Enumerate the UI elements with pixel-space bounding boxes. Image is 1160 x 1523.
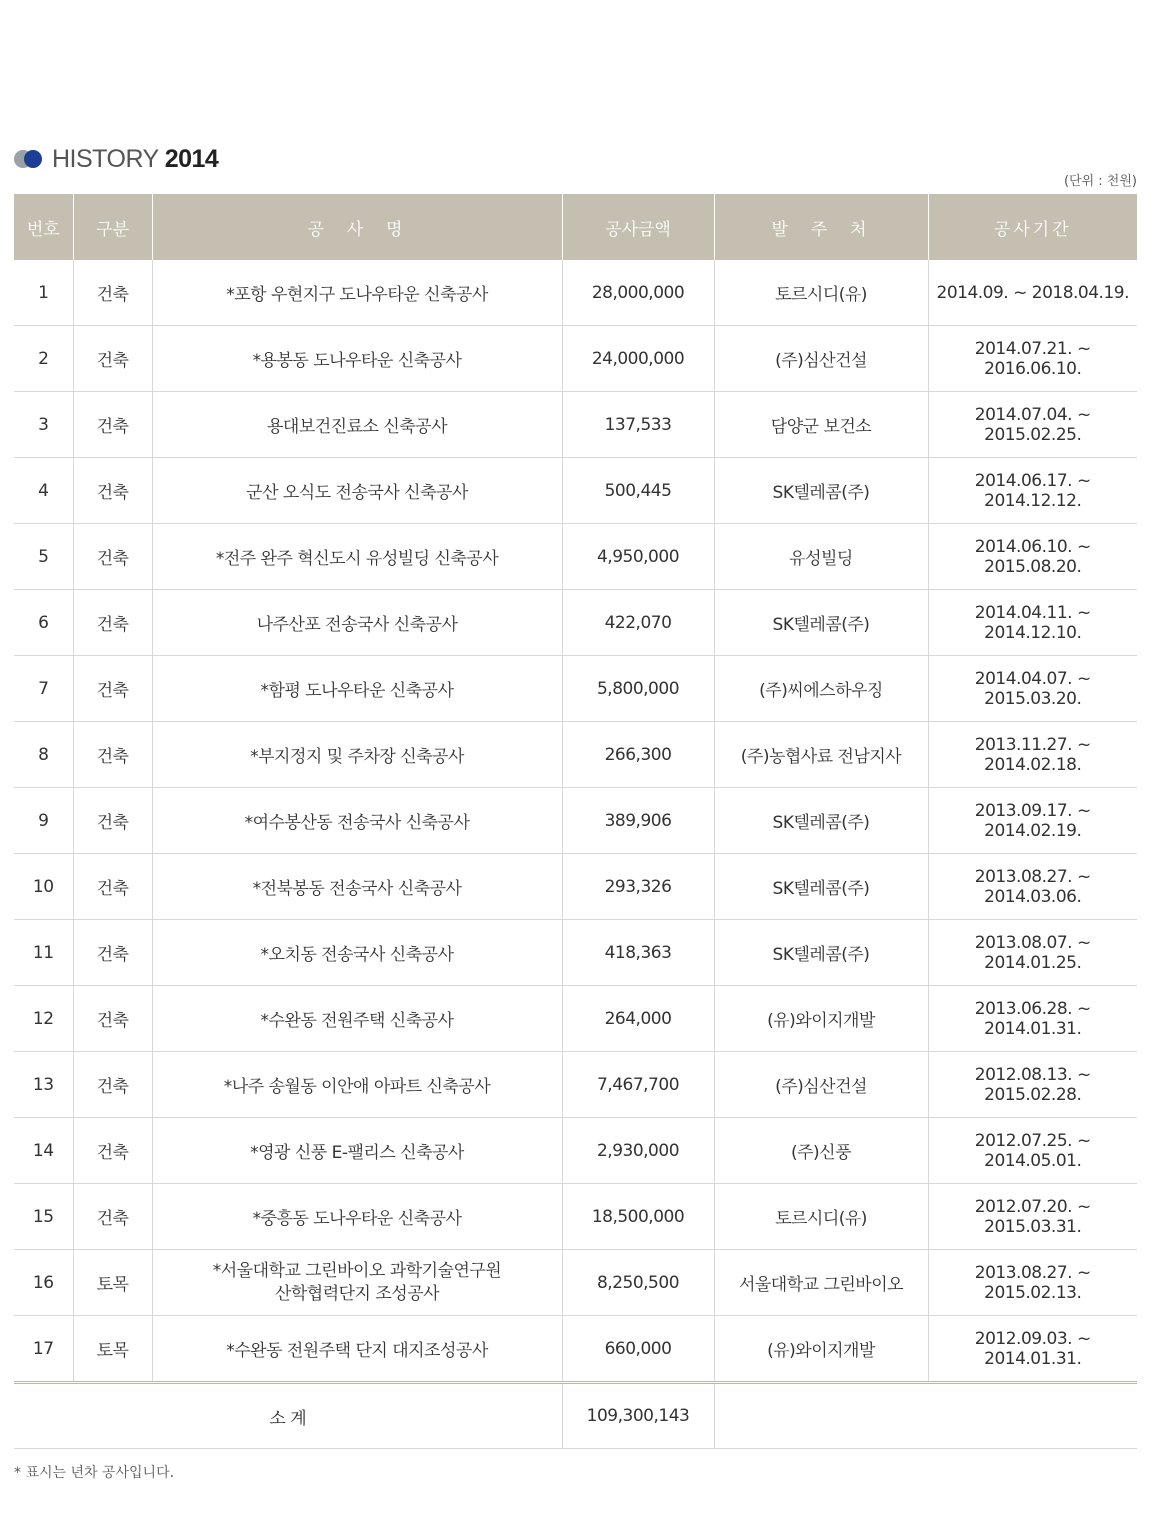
cell-amount: 264,000 [562,986,714,1052]
cell-period: 2014.04.11. ~ 2014.12.10. [928,590,1137,656]
table-row [14,986,1137,1052]
cell-period: 2014.07.21. ~ 2016.06.10. [928,326,1137,392]
cell-type: 건축 [73,590,152,656]
cell-no: 5 [14,524,73,590]
cell-type: 건축 [73,656,152,722]
col-header-no: 번호 [14,194,73,260]
cell-type: 건축 [73,722,152,788]
cell-type: 건축 [73,458,152,524]
col-header-name: 공 사 명 [152,194,562,260]
cell-no: 14 [14,1118,73,1184]
cell-period: 2013.09.17. ~ 2014.02.19. [928,788,1137,854]
cell-amount: 500,445 [562,458,714,524]
cell-type: 건축 [73,1052,152,1118]
cell-amount: 24,000,000 [562,326,714,392]
cell-period: 2013.11.27. ~ 2014.02.18. [928,722,1137,788]
cell-type: 건축 [73,326,152,392]
cell-amount: 266,300 [562,722,714,788]
cell-no: 8 [14,722,73,788]
cell-no: 4 [14,458,73,524]
col-header-period: 공사기간 [928,194,1137,260]
cell-name: 나주산포 전송국사 신축공사 [152,590,562,656]
subtotal-label: 소 계 [14,1383,562,1449]
unit-label: (단위 : 천원) [1063,174,1137,189]
cell-no: 17 [14,1316,73,1383]
cell-amount: 4,950,000 [562,524,714,590]
cell-no: 6 [14,590,73,656]
cell-type: 건축 [73,260,152,326]
table-row [14,854,1137,920]
table-row [14,722,1137,788]
cell-name: *오치동 전송국사 신축공사 [152,920,562,986]
cell-type: 건축 [73,920,152,986]
cell-client: (주)농협사료 전남지사 [714,722,928,788]
cell-name-line2: 산학협력단지 조성공사 [274,1283,440,1304]
cell-period: 2013.08.27. ~ 2014.03.06. [928,854,1137,920]
table-row [14,1118,1137,1184]
cell-name: 군산 오식도 전송국사 신축공사 [152,458,562,524]
table-row [14,1184,1137,1250]
cell-name: *부지정지 및 주차장 신축공사 [152,722,562,788]
cell-amount: 418,363 [562,920,714,986]
cell-name: *영광 신풍 E-팰리스 신축공사 [152,1118,562,1184]
cell-client: 서울대학교 그린바이오 [714,1250,928,1316]
cell-type: 건축 [73,986,152,1052]
cell-amount: 5,800,000 [562,656,714,722]
cell-type: 건축 [73,854,152,920]
subtotal-empty [714,1383,1137,1449]
cell-period: 2014.06.17. ~ 2014.12.12. [928,458,1137,524]
cell-period: 2012.09.03. ~ 2014.01.31. [928,1316,1137,1383]
table-row [14,260,1137,326]
cell-name: *전주 완주 혁신도시 유성빌딩 신축공사 [152,524,562,590]
cell-name: *용봉동 도나우타운 신축공사 [152,326,562,392]
cell-name: *포항 우현지구 도나우타운 신축공사 [152,260,562,326]
cell-name: *수완동 전원주택 신축공사 [152,986,562,1052]
cell-type: 건축 [73,524,152,590]
cell-client: SK텔레콤(주) [714,788,928,854]
cell-no: 2 [14,326,73,392]
cell-period: 2013.08.27. ~ 2015.02.13. [928,1250,1137,1316]
cell-client: (주)심산건설 [714,1052,928,1118]
table-row [14,1250,1137,1316]
cell-amount: 389,906 [562,788,714,854]
page-title [14,143,218,175]
cell-no: 7 [14,656,73,722]
cell-period: 2014.07.04. ~ 2015.02.25. [928,392,1137,458]
cell-amount: 8,250,500 [562,1250,714,1316]
col-header-amount: 공사금액 [562,194,714,260]
table-row [14,458,1137,524]
cell-name: *전북봉동 전송국사 신축공사 [152,854,562,920]
cell-no: 15 [14,1184,73,1250]
cell-no: 12 [14,986,73,1052]
title-label: HISTORY [52,144,159,173]
table-row [14,590,1137,656]
cell-no: 11 [14,920,73,986]
history-bullet-icon [14,150,44,168]
cell-amount: 293,326 [562,854,714,920]
subtotal-row [14,1383,1137,1449]
cell-type: 건축 [73,1118,152,1184]
col-header-client: 발 주 처 [714,194,928,260]
cell-client: SK텔레콤(주) [714,590,928,656]
cell-amount: 7,467,700 [562,1052,714,1118]
cell-no: 1 [14,260,73,326]
table-row [14,524,1137,590]
table-row [14,656,1137,722]
cell-client: 토르시디(유) [714,1184,928,1250]
table-row [14,1316,1137,1383]
cell-amount: 18,500,000 [562,1184,714,1250]
subtotal-amount: 109,300,143 [562,1383,714,1449]
cell-amount: 660,000 [562,1316,714,1383]
cell-period: 2012.07.20. ~ 2015.03.31. [928,1184,1137,1250]
table-row [14,920,1137,986]
cell-period: 2014.06.10. ~ 2015.08.20. [928,524,1137,590]
cell-name [152,1250,562,1316]
cell-name: *나주 송월동 이안애 아파트 신축공사 [152,1052,562,1118]
cell-period: 2014.04.07. ~ 2015.03.20. [928,656,1137,722]
cell-name: 용대보건진료소 신축공사 [152,392,562,458]
cell-period: 2012.08.13. ~ 2015.02.28. [928,1052,1137,1118]
cell-client: (주)신풍 [714,1118,928,1184]
cell-amount: 2,930,000 [562,1118,714,1184]
footnote: * 표시는 년차 공사입니다. [14,1465,175,1481]
col-header-type: 구분 [73,194,152,260]
cell-type: 건축 [73,1184,152,1250]
cell-period: 2012.07.25. ~ 2014.05.01. [928,1118,1137,1184]
cell-client: (주)씨에스하우징 [714,656,928,722]
table-row [14,788,1137,854]
cell-no: 10 [14,854,73,920]
cell-period: 2013.06.28. ~ 2014.01.31. [928,986,1137,1052]
cell-client: (유)와이지개발 [714,1316,928,1383]
cell-client: (유)와이지개발 [714,986,928,1052]
cell-amount: 28,000,000 [562,260,714,326]
cell-amount: 422,070 [562,590,714,656]
cell-no: 3 [14,392,73,458]
cell-client: (주)심산건설 [714,326,928,392]
cell-period: 2013.08.07. ~ 2014.01.25. [928,920,1137,986]
cell-name: *중흥동 도나우타운 신축공사 [152,1184,562,1250]
table-row [14,392,1137,458]
table-row [14,1052,1137,1118]
cell-type: 건축 [73,392,152,458]
cell-type: 토목 [73,1250,152,1316]
cell-client: 토르시디(유) [714,260,928,326]
cell-name: *수완동 전원주택 단지 대지조성공사 [152,1316,562,1383]
cell-period: 2014.09. ~ 2018.04.19. [928,260,1137,326]
cell-client: SK텔레콤(주) [714,458,928,524]
cell-no: 13 [14,1052,73,1118]
cell-name: *함평 도나우타운 신축공사 [152,656,562,722]
table-row [14,326,1137,392]
cell-name: *여수봉산동 전송국사 신축공사 [152,788,562,854]
table-header-row [14,194,1137,260]
history-table [14,194,1137,1449]
cell-no: 16 [14,1250,73,1316]
cell-amount: 137,533 [562,392,714,458]
cell-type: 토목 [73,1316,152,1383]
title-year: 2014 [164,144,219,173]
cell-client: 담양군 보건소 [714,392,928,458]
cell-client: SK텔레콤(주) [714,920,928,986]
cell-client: 유성빌딩 [714,524,928,590]
cell-client: SK텔레콤(주) [714,854,928,920]
cell-no: 9 [14,788,73,854]
cell-name-line1: *서울대학교 그린바이오 과학기술연구원 [212,1260,502,1281]
cell-type: 건축 [73,788,152,854]
